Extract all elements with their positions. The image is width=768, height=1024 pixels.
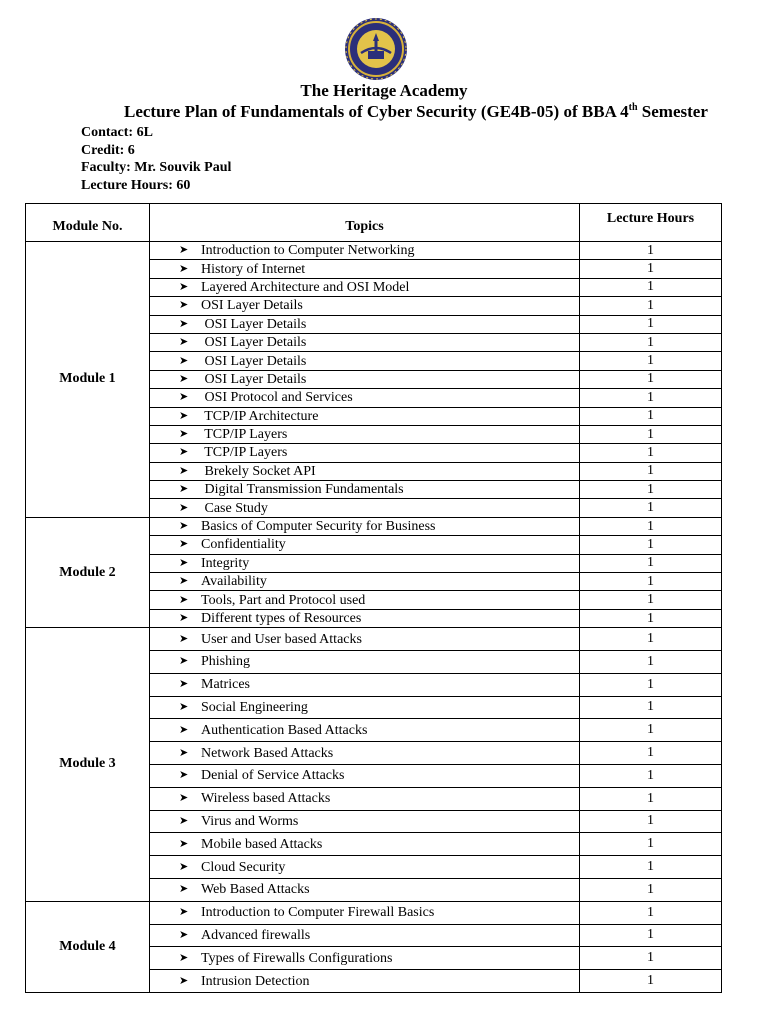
lecture-hours-cell: 1 xyxy=(580,260,722,278)
lecture-hours-cell: 1 xyxy=(580,970,722,993)
topic-text: OSI Layer Details xyxy=(201,353,307,369)
topic-text: Phishing xyxy=(201,654,251,670)
module-cell: Module 1 xyxy=(26,242,150,518)
topic-cell xyxy=(150,260,580,278)
topic-text: Layered Architecture and OSI Model xyxy=(201,279,410,295)
bullet-arrow-icon: ➤ xyxy=(179,556,189,569)
lecture-hours-cell: 1 xyxy=(580,878,722,901)
topic-text: Wireless based Attacks xyxy=(201,791,331,807)
topic-cell xyxy=(150,425,580,443)
topic-text: Types of Firewalls Configurations xyxy=(201,950,393,966)
lecture-hours-cell: 1 xyxy=(580,591,722,609)
lecture-hours-cell: 1 xyxy=(580,609,722,627)
bullet-arrow-icon: ➤ xyxy=(179,928,189,941)
lecture-hours-cell: 1 xyxy=(580,833,722,856)
topic-text: OSI Layer Details xyxy=(201,316,307,332)
lecture-hours-cell: 1 xyxy=(580,856,722,879)
lecture-hours-cell: 1 xyxy=(580,352,722,370)
lecture-hours-cell: 1 xyxy=(580,407,722,425)
bullet-arrow-icon: ➤ xyxy=(179,837,189,850)
topic-cell xyxy=(150,536,580,554)
lecture-hours-cell: 1 xyxy=(580,499,722,517)
bullet-arrow-icon: ➤ xyxy=(179,520,189,533)
topic-cell xyxy=(150,696,580,719)
column-header-topics: Topics xyxy=(150,204,580,242)
institution-name: The Heritage Academy xyxy=(300,81,468,100)
bullet-arrow-icon: ➤ xyxy=(179,814,189,827)
bullet-arrow-icon: ➤ xyxy=(179,593,189,606)
topic-text: History of Internet xyxy=(201,261,306,277)
bullet-arrow-icon: ➤ xyxy=(179,446,189,459)
lecture-hours-cell: 1 xyxy=(580,810,722,833)
heritage-academy-seal-logo xyxy=(344,17,408,81)
lecture-hours-cell: 1 xyxy=(580,370,722,388)
bullet-arrow-icon: ➤ xyxy=(179,428,189,441)
table-body xyxy=(26,242,722,993)
topic-cell xyxy=(150,878,580,901)
lecture-hours-cell: 1 xyxy=(580,462,722,480)
topic-text: TCP/IP Layers xyxy=(201,427,288,443)
bullet-arrow-icon: ➤ xyxy=(179,244,189,257)
module-cell: Module 4 xyxy=(26,901,150,992)
lecture-hours-cell: 1 xyxy=(580,673,722,696)
topic-cell xyxy=(150,609,580,627)
topic-cell xyxy=(150,742,580,765)
topic-cell xyxy=(150,591,580,609)
bullet-arrow-icon: ➤ xyxy=(179,336,189,349)
topic-cell xyxy=(150,499,580,517)
topic-text: Availability xyxy=(201,574,267,590)
lecture-hours-cell: 1 xyxy=(580,554,722,572)
topic-cell xyxy=(150,297,580,315)
bullet-arrow-icon: ➤ xyxy=(179,575,189,588)
topic-cell xyxy=(150,278,580,296)
lecture-hours-cell: 1 xyxy=(580,764,722,787)
bullet-arrow-icon: ➤ xyxy=(179,655,189,668)
bullet-arrow-icon: ➤ xyxy=(179,299,189,312)
module-cell: Module 2 xyxy=(26,517,150,627)
topic-text: Confidentiality xyxy=(201,537,286,553)
topic-text: OSI Layer Details xyxy=(201,371,307,387)
lecture-hours-cell: 1 xyxy=(580,573,722,591)
topic-text: Social Engineering xyxy=(201,699,308,715)
topic-text: Mobile based Attacks xyxy=(201,836,323,852)
lecture-hours-cell: 1 xyxy=(580,901,722,924)
bullet-arrow-icon: ➤ xyxy=(179,632,189,645)
topic-text: Integrity xyxy=(201,555,250,571)
topic-text: TCP/IP Layers xyxy=(201,445,288,461)
lecture-hours-cell: 1 xyxy=(580,696,722,719)
table-row xyxy=(26,901,722,924)
topic-cell xyxy=(150,719,580,742)
topic-cell xyxy=(150,315,580,333)
topic-cell xyxy=(150,970,580,993)
topic-text: Digital Transmission Fundamentals xyxy=(201,482,404,498)
bullet-arrow-icon: ➤ xyxy=(179,317,189,330)
topic-cell xyxy=(150,444,580,462)
bullet-arrow-icon: ➤ xyxy=(179,723,189,736)
topic-cell xyxy=(150,764,580,787)
contact-line: Contact: 6L xyxy=(81,125,153,140)
lecture-hours-cell: 1 xyxy=(580,389,722,407)
topic-text: Web Based Attacks xyxy=(201,882,310,898)
topic-cell xyxy=(150,924,580,947)
bullet-arrow-icon: ➤ xyxy=(179,700,189,713)
bullet-arrow-icon: ➤ xyxy=(179,354,189,367)
bullet-arrow-icon: ➤ xyxy=(179,678,189,691)
topic-cell xyxy=(150,481,580,499)
bullet-arrow-icon: ➤ xyxy=(179,906,189,919)
lecture-hours-cell: 1 xyxy=(580,787,722,810)
bullet-arrow-icon: ➤ xyxy=(179,280,189,293)
bullet-arrow-icon: ➤ xyxy=(179,974,189,987)
topic-text: Matrices xyxy=(201,677,250,693)
topic-cell xyxy=(150,651,580,674)
lecture-hours-cell: 1 xyxy=(580,278,722,296)
topic-text: Cloud Security xyxy=(201,859,286,875)
lecture-hours-cell: 1 xyxy=(580,742,722,765)
module-cell: Module 3 xyxy=(26,628,150,902)
table-row xyxy=(26,628,722,651)
bullet-arrow-icon: ➤ xyxy=(179,951,189,964)
lecture-plan-table xyxy=(25,203,722,993)
lecture-hours-cell: 1 xyxy=(580,315,722,333)
lecture-hours-cell: 1 xyxy=(580,924,722,947)
lecture-hours-cell: 1 xyxy=(580,517,722,535)
bullet-arrow-icon: ➤ xyxy=(179,746,189,759)
topic-cell xyxy=(150,573,580,591)
lecture-hours-cell: 1 xyxy=(580,333,722,351)
topic-text: Introduction to Computer Firewall Basics xyxy=(201,905,435,921)
topic-text: OSI Protocol and Services xyxy=(201,390,353,406)
topic-text: Introduction to Computer Networking xyxy=(201,243,415,259)
bullet-arrow-icon: ➤ xyxy=(179,769,189,782)
topic-cell xyxy=(150,856,580,879)
topic-cell xyxy=(150,833,580,856)
column-header-module: Module No. xyxy=(26,204,150,242)
lecture-hours-cell: 1 xyxy=(580,651,722,674)
topic-text: Denial of Service Attacks xyxy=(201,768,345,784)
topic-cell xyxy=(150,628,580,651)
topic-cell xyxy=(150,370,580,388)
column-header-hours: Lecture Hours xyxy=(580,204,722,242)
bullet-arrow-icon: ➤ xyxy=(179,391,189,404)
topic-cell xyxy=(150,554,580,572)
bullet-arrow-icon: ➤ xyxy=(179,860,189,873)
topic-text: Tools, Part and Protocol used xyxy=(201,592,366,608)
bullet-arrow-icon: ➤ xyxy=(179,538,189,551)
lecture-hours-cell: 1 xyxy=(580,536,722,554)
topic-text: TCP/IP Architecture xyxy=(201,408,319,424)
bullet-arrow-icon: ➤ xyxy=(179,262,189,275)
bullet-arrow-icon: ➤ xyxy=(179,612,189,624)
topic-text: Authentication Based Attacks xyxy=(201,722,368,738)
topic-text: Advanced firewalls xyxy=(201,927,311,943)
faculty-line: Faculty: Mr. Souvik Paul xyxy=(81,160,232,175)
lecture-hours-cell: 1 xyxy=(580,719,722,742)
lecture-hours-cell: 1 xyxy=(580,242,722,260)
topic-cell xyxy=(150,673,580,696)
topic-text: Basics of Computer Security for Business xyxy=(201,519,436,535)
table-row xyxy=(26,242,722,260)
topic-text: OSI Layer Details xyxy=(201,335,307,351)
bullet-arrow-icon: ➤ xyxy=(179,409,189,422)
lecture-hours-cell: 1 xyxy=(580,444,722,462)
topic-cell xyxy=(150,407,580,425)
lecture-hours-cell: 1 xyxy=(580,425,722,443)
lecture-hours-line: Lecture Hours: 60 xyxy=(81,177,191,193)
bullet-arrow-icon: ➤ xyxy=(179,792,189,805)
bullet-arrow-icon: ➤ xyxy=(179,464,189,477)
topic-text: Intrusion Detection xyxy=(201,973,310,989)
topic-text: Case Study xyxy=(201,500,268,516)
bullet-arrow-icon: ➤ xyxy=(179,372,189,385)
topic-text: Brekely Socket API xyxy=(201,463,316,479)
table-header-row xyxy=(26,204,722,242)
topic-text: Different types of Resources xyxy=(201,611,362,626)
topic-cell xyxy=(150,517,580,535)
bullet-arrow-icon: ➤ xyxy=(179,483,189,496)
topic-cell xyxy=(150,462,580,480)
lecture-hours-cell: 1 xyxy=(580,297,722,315)
topic-cell xyxy=(150,901,580,924)
table-row xyxy=(26,517,722,535)
lecture-hours-cell: 1 xyxy=(580,947,722,970)
topic-text: User and User based Attacks xyxy=(201,631,362,647)
lecture-plan-title: Lecture Plan of Fundamentals of Cyber Security (GE4B-05) of BBA 4th Semester xyxy=(124,102,708,121)
topic-text: OSI Layer Details xyxy=(201,298,303,314)
lecture-hours-cell: 1 xyxy=(580,481,722,499)
topic-cell xyxy=(150,787,580,810)
topic-text: Virus and Worms xyxy=(201,813,299,829)
topic-cell xyxy=(150,810,580,833)
topic-cell xyxy=(150,242,580,260)
topic-text: Network Based Attacks xyxy=(201,745,334,761)
topic-cell xyxy=(150,333,580,351)
topic-cell xyxy=(150,352,580,370)
topic-cell xyxy=(150,389,580,407)
course-meta xyxy=(81,124,231,194)
lecture-hours-cell: 1 xyxy=(580,628,722,651)
bullet-arrow-icon: ➤ xyxy=(179,883,189,896)
bullet-arrow-icon: ➤ xyxy=(179,501,189,514)
topic-cell xyxy=(150,947,580,970)
credit-line: Credit: 6 xyxy=(81,142,135,158)
